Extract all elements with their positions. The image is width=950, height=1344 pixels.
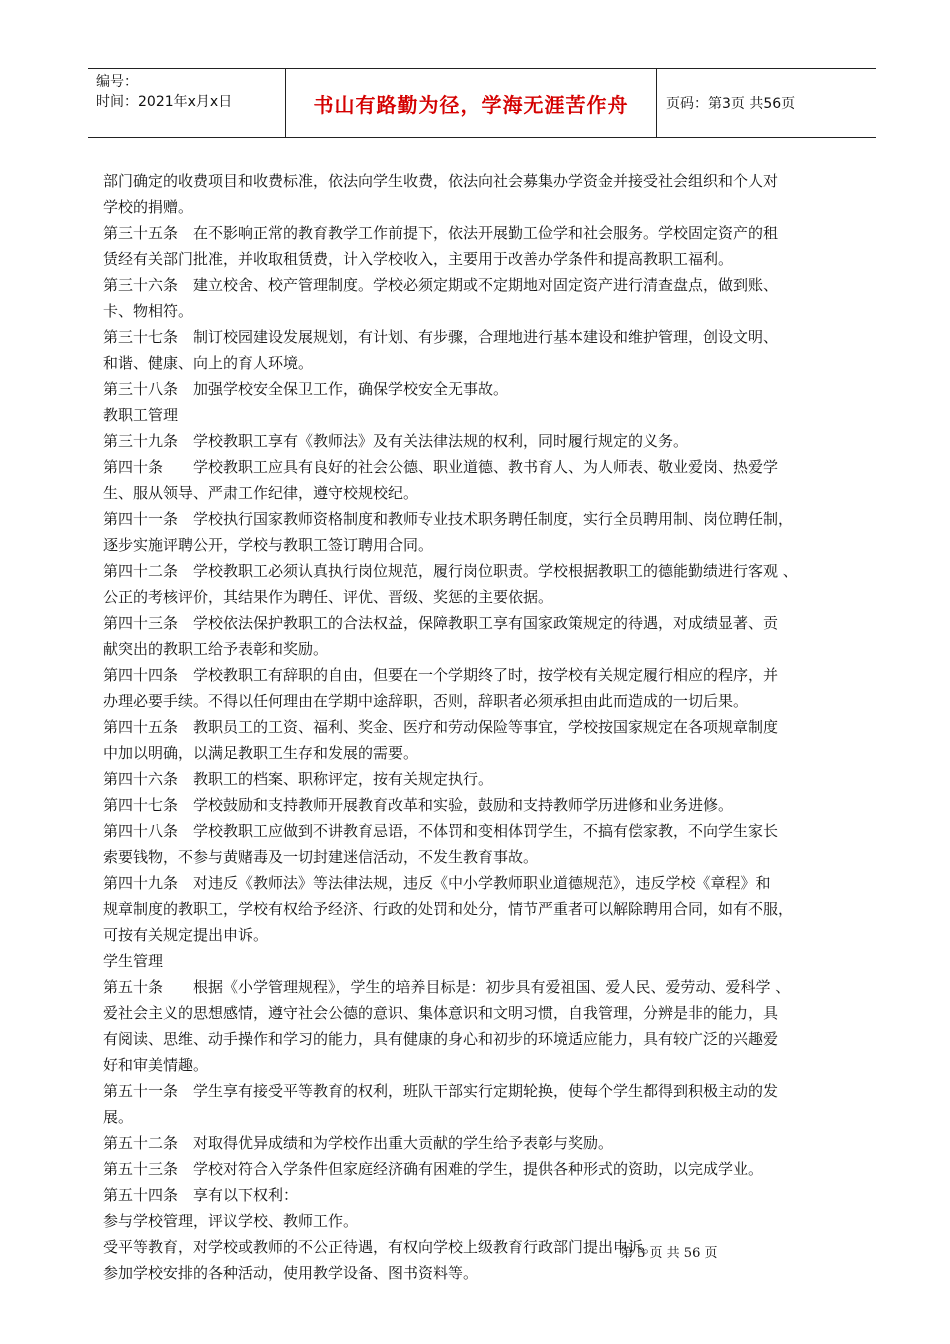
body-line: 第三十九条 学校教职工享有《教师法》及有关法律法规的权利，同时履行规定的义务。 <box>103 432 689 450</box>
page-header <box>88 68 876 138</box>
body-line: 学校的捐赠。 <box>103 198 194 216</box>
body-line: 第五十四条 享有以下权利： <box>103 1186 299 1204</box>
body-line: 逐步实施评聘公开，学校与教职工签订聘用合同。 <box>103 536 434 554</box>
body-line: 可按有关规定提出申诉。 <box>103 926 269 944</box>
body-line: 中加以明确，以满足教职工生存和发展的需要。 <box>103 744 419 762</box>
body-line: 第五十条 根据《小学管理规程》，学生的培养目标是：初步具有爱祖国、爱人民、爱劳动、爱科学 、 <box>103 978 791 996</box>
body-line: 教职工管理 <box>103 406 179 424</box>
body-line: 规章制度的教职工，学校有权给予经济、行政的处罚和处分，情节严重者可以解除聘用合同，如有不服， <box>103 900 794 918</box>
body-line: 第四十七条 学校鼓励和支持教师开展教育改革和实验，鼓励和支持教师学历进修和业务进修。 <box>103 796 734 814</box>
body-line: 办理必要手续。不得以任何理由在学期中途辞职，否则，辞职者必须承担由此而造成的一切后果。 <box>103 692 749 710</box>
body-line: 索要钱物，不参与黄赌毒及一切封建迷信活动，不发生教育事故。 <box>103 848 539 866</box>
body-line: 赁经有关部门批准，并收取租赁费，计入学校收入，主要用于改善办学条件和提高教职工福利。 <box>103 250 734 268</box>
body-line: 和谐、健康、向上的育人环境。 <box>103 354 314 372</box>
body-line: 第五十三条 学校对符合入学条件但家庭经济确有困难的学生，提供各种形式的资助，以完成学业。 <box>103 1160 764 1178</box>
body-line: 好和审美情趣。 <box>103 1056 209 1074</box>
body-line: 受平等教育，对学校或教师的不公正待遇，有权向学校上级教育行政部门提出申诉。 <box>103 1238 659 1256</box>
body-line: 第三十六条 建立校舍、校产管理制度。学校必须定期或不定期地对固定资产进行清查盘点，做到账、 <box>103 276 779 294</box>
document-time-label: 时间：2021年x月x日 <box>96 94 233 110</box>
body-line: 第四十二条 学校教职工必须认真执行岗位规范，履行岗位职责。学校根据教职工的德能勤绩进行客观 、 <box>103 562 798 580</box>
body-line: 第五十二条 对取得优异成绩和为学校作出重大贡献的学生给予表彰与奖励。 <box>103 1134 614 1152</box>
page-footer: 第 3 页 共 56 页 <box>620 1246 718 1261</box>
body-line: 第三十八条 加强学校安全保卫工作，确保学校安全无事故。 <box>103 380 509 398</box>
body-line: 展。 <box>103 1108 134 1126</box>
body-line: 卡、物相符。 <box>103 302 194 320</box>
body-line: 第四十八条 学校教职工应做到不讲教育忌语，不体罚和变相体罚学生，不搞有偿家教，不向学生家长 <box>103 822 779 840</box>
body-line: 公正的考核评价，其结果作为聘任、评优、晋级、奖惩的主要依据。 <box>103 588 554 606</box>
body-line: 第四十三条 学校依法保护教职工的合法权益，保障教职工享有国家政策规定的待遇，对成绩显著、贡 <box>103 614 779 632</box>
body-line: 部门确定的收费项目和收费标准，依法向学生收费，依法向社会募集办学资金并接受社会组织和个人对 <box>103 172 779 190</box>
body-line: 第三十五条 在不影响正常的教育教学工作前提下，依法开展勤工俭学和社会服务。学校固定资产的租 <box>103 224 779 242</box>
body-line: 献突出的教职工给予表彰和奖励。 <box>103 640 329 658</box>
document-number-label: 编号： <box>96 74 138 90</box>
body-line: 参与学校管理，评议学校、教师工作。 <box>103 1212 359 1230</box>
body-line: 学生管理 <box>103 952 164 970</box>
body-line: 第五十一条 学生享有接受平等教育的权利，班队干部实行定期轮换，使每个学生都得到积极主动的发 <box>103 1082 779 1100</box>
body-line: 爱社会主义的思想感情，遵守社会公德的意识、集体意识和文明习惯，自我管理，分辨是非的能力，具 <box>103 1004 779 1022</box>
body-line: 第四十四条 学校教职工有辞职的自由，但要在一个学期终了时，按学校有关规定履行相应的程序，并 <box>103 666 779 684</box>
body-line: 第四十九条 对违反《教师法》等法律法规，违反《中小学教师职业道德规范》，违反学校《章程》和 <box>103 874 771 892</box>
body-line: 第四十一条 学校执行国家教师资格制度和教师专业技术职务聘任制度，实行全员聘用制、岗位聘任制， <box>103 510 794 528</box>
body-line: 第四十五条 教职员工的工资、福利、奖金、医疗和劳动保险等事宜，学校按国家规定在各项规章制度 <box>103 718 779 736</box>
body-line: 参加学校安排的各种活动，使用教学设备、图书资料等。 <box>103 1264 479 1282</box>
body-line: 有阅读、思维、动手操作和学习的能力，具有健康的身心和初步的环境适应能力，具有较广泛的兴趣爱 <box>103 1030 779 1048</box>
header-motto: 书山有路勤为径，学海无涯苦作舟 <box>286 69 657 137</box>
body-line: 生、服从领导、严肃工作纪律，遵守校规校纪。 <box>103 484 419 502</box>
document-body <box>103 168 865 1286</box>
body-line: 第三十七条 制订校园建设发展规划，有计划、有步骤，合理地进行基本建设和维护管理，创设文明、 <box>103 328 779 346</box>
header-meta <box>88 69 286 137</box>
body-line: 第四十六条 教职工的档案、职称评定，按有关规定执行。 <box>103 770 494 788</box>
header-page-label: 页码：第3页 共56页 <box>666 96 796 112</box>
body-line: 第四十条 学校教职工应具有良好的社会公德、职业道德、教书育人、为人师表、敬业爱岗、热爱学 <box>103 458 779 476</box>
